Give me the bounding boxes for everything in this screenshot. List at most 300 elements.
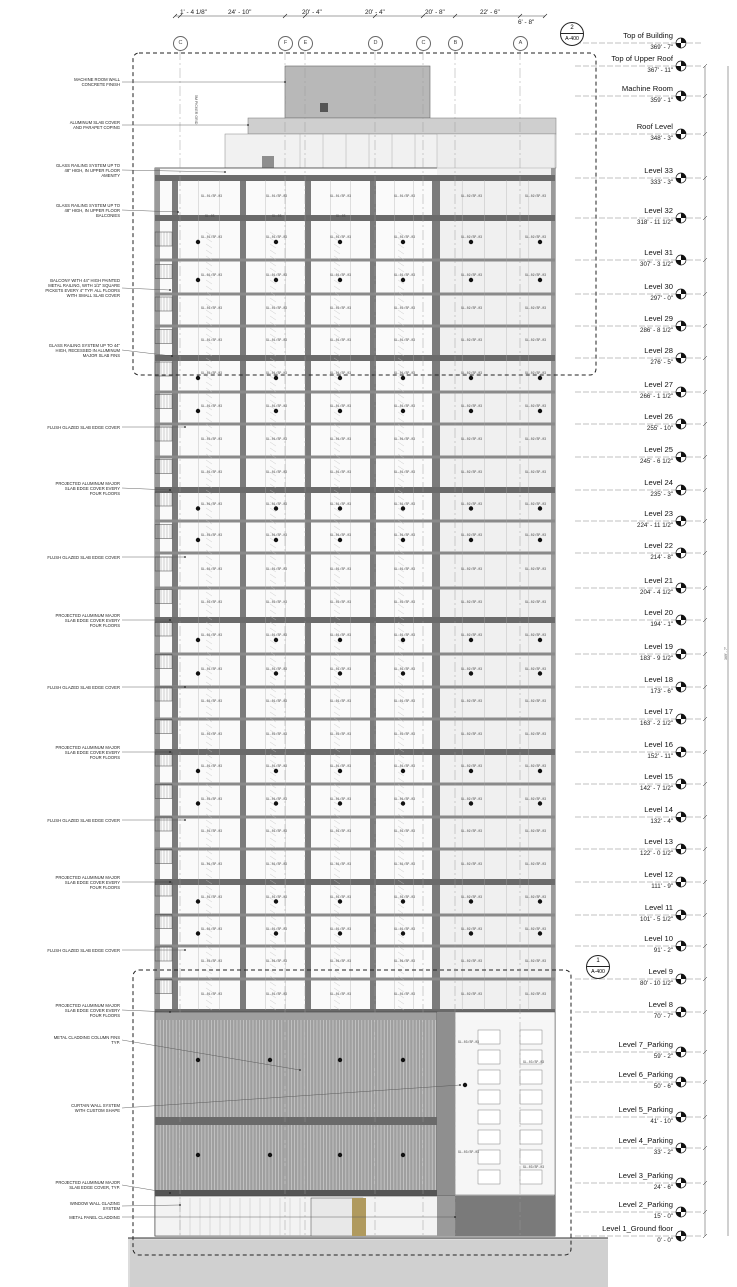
- level-marker-fill: [681, 255, 686, 260]
- annotation-note: MACHINE ROOM WALL CONCRETE FINISH: [74, 77, 120, 87]
- leader-dot: [184, 686, 186, 688]
- facade-dot-marker: [196, 671, 200, 675]
- leader-dot: [284, 81, 286, 83]
- parapet-coping: [248, 118, 556, 134]
- parking-slab-band: [155, 1190, 437, 1196]
- glazing-tag: GL-02/SP-03: [461, 273, 483, 277]
- glazing-tag: GL-01/SP-03: [266, 861, 288, 866]
- level-marker-fill: [676, 521, 681, 526]
- parking-podium-cladding: [155, 1012, 437, 1195]
- parking-window-unit: [520, 1170, 542, 1184]
- level-elevation: 276' - 5": [650, 359, 673, 366]
- facade-dot-marker: [469, 240, 473, 244]
- glazing-tag: GL-02/SP-03: [525, 338, 547, 342]
- level-elevation: 142' - 7 1/2": [640, 785, 673, 792]
- glazing-tag: GL-01/SP-03: [330, 436, 352, 441]
- glazing-tag: GL-01/SP-03: [394, 501, 416, 506]
- glazing-tag: GL-01/SP-03: [201, 235, 223, 239]
- level-marker-fill: [676, 979, 681, 984]
- glazing-tag: GL-01/SP-03: [330, 194, 352, 198]
- annotation-note: FLUSH GLAZED SLAB EDGE COVER: [47, 817, 120, 823]
- level-marker-fill: [676, 1082, 681, 1087]
- level-marker-fill: [676, 946, 681, 951]
- facade-dot-marker: [338, 801, 342, 805]
- facade-dot-marker: [401, 1058, 405, 1062]
- level-name: Level 3_Parking: [618, 1171, 673, 1180]
- glazing-tag: GL-01/SP-03: [201, 894, 223, 899]
- glazing-tag: GL-01/SP-03: [266, 469, 288, 474]
- glazing-tag: GL-02/SP-03: [461, 566, 483, 571]
- level-elevation: 132' - 4": [650, 818, 673, 825]
- glazing-tag: GL-02/SP-03: [525, 566, 547, 571]
- level-marker-fill: [681, 779, 686, 784]
- floor-slab-edge: [155, 391, 555, 394]
- level-name: Level 32: [644, 206, 673, 215]
- glazing-tag: GL-02/SP-03: [525, 796, 547, 801]
- glazing-tag: GL-01/SP-03: [201, 991, 223, 996]
- level-marker-fill: [676, 1012, 681, 1017]
- level-marker-fill: [681, 129, 686, 134]
- glazing-tag: GL-01/SP-03: [394, 829, 416, 833]
- ground-pier: [437, 1196, 455, 1236]
- facade-dot-marker: [469, 506, 473, 510]
- glazing-tag: GL-02/SP-03: [525, 194, 547, 198]
- callout-number: 2: [561, 23, 583, 34]
- glazing-tag: GL-01/SP-03: [330, 306, 352, 310]
- level-marker-fill: [681, 1231, 686, 1236]
- grid-dimension-label: 22' - 6": [480, 9, 500, 16]
- floor-slab-edge: [155, 816, 555, 819]
- level-elevation: 297' - 0": [650, 295, 673, 302]
- glazing-tag-balcony: GL-05: [272, 214, 282, 218]
- floor-slab-edge: [155, 653, 555, 656]
- glazing-tag: GL-01/SP-03: [330, 501, 352, 506]
- glazing-tag: GL-01/SP-03: [201, 666, 223, 671]
- level-name: Level 18: [644, 675, 673, 684]
- level-name: Level 16: [644, 740, 673, 749]
- glazing-tag: GL-01/SP-03: [201, 501, 223, 506]
- level-name: Level 11: [644, 903, 673, 912]
- parking-window-unit: [478, 1130, 500, 1144]
- glazing-tag: GL-02/SP-03: [525, 958, 547, 963]
- level-elevation: 359' - 1": [650, 97, 673, 104]
- level-marker-fill: [676, 457, 681, 462]
- level-marker-fill: [681, 649, 686, 654]
- level-elevation: 318' - 11 1/2": [637, 219, 673, 226]
- facade-dot-marker: [196, 278, 200, 282]
- annotation-note: PROJECTED ALUMINUM MAJOR SLAB EDGE COVER EVERY FOUR FLOORS: [55, 1002, 120, 1018]
- glazing-tag: GL-02/SP-03: [461, 469, 483, 474]
- glazing-tag: GL-01/SP-03: [266, 235, 288, 239]
- level-marker-fill: [681, 747, 686, 752]
- parking-window-unit: [520, 1030, 542, 1044]
- parking-slab-band: [155, 1117, 437, 1125]
- glazing-tag: GL-02/SP-03: [461, 796, 483, 801]
- glazing-tag: GL-01/SP-03: [201, 633, 223, 637]
- glazing-tag: GL-02/SP-03: [461, 501, 483, 506]
- callout-number: 1: [587, 956, 609, 967]
- glazing-tag: GL-02/SP-03: [461, 404, 483, 408]
- floor-slab-edge: [155, 718, 555, 721]
- facade-dot-marker: [538, 638, 542, 642]
- level-marker-fill: [676, 134, 681, 139]
- level-marker-fill: [676, 620, 681, 625]
- glazing-tag: GL-01/SP-03: [201, 926, 223, 931]
- floor-slab-edge: [155, 848, 555, 851]
- level-name: Level 26: [644, 412, 673, 421]
- level-name: Level 33: [644, 166, 673, 175]
- level-name: Level 25: [644, 445, 673, 454]
- glazing-tag: GL-01/SP-03: [330, 600, 352, 604]
- glazing-tag: GL-01/SP-03: [330, 273, 352, 277]
- facade-dot-marker: [401, 278, 405, 282]
- level-elevation: 122' - 0 1/2": [640, 850, 673, 857]
- facade-dot-marker: [401, 671, 405, 675]
- facade-dot-marker: [268, 1058, 272, 1062]
- glazing-tag: GL-02/SP-03: [461, 338, 483, 342]
- level-marker-fill: [681, 516, 686, 521]
- parking-window-unit: [520, 1130, 542, 1144]
- glazing-tag: GL-01/SP-03: [394, 600, 416, 604]
- floor-slab-edge: [155, 259, 555, 262]
- level-elevation: 224' - 11 1/2": [637, 522, 673, 529]
- level-elevation: 15' - 0": [653, 1213, 673, 1220]
- level-marker-fill: [676, 654, 681, 659]
- level-marker-fill: [676, 687, 681, 692]
- level-elevation: 367' - 11": [647, 67, 673, 74]
- overall-height-label: 369' - 7": [724, 646, 728, 660]
- grid-dimension-label: 6' - 8": [518, 19, 535, 26]
- facade-dot-marker: [196, 899, 200, 903]
- level-elevation: 152' - 11": [647, 753, 673, 760]
- glazing-tag: GL-01/SP-03: [330, 894, 352, 899]
- parking-window-unit: [478, 1170, 500, 1184]
- level-elevation: 0' - 0": [657, 1237, 673, 1244]
- level-marker-fill: [676, 915, 681, 920]
- level-marker-fill: [681, 1047, 686, 1052]
- glazing-tag: GL-02/SP-03: [525, 533, 547, 537]
- floor-slab-edge: [155, 914, 555, 917]
- glazing-tag: GL-01/SP-03: [266, 731, 288, 736]
- facade-dot-marker: [196, 240, 200, 244]
- metal-panel-cladding: [455, 1196, 555, 1236]
- level-marker-fill: [676, 178, 681, 183]
- floor-slab-edge: [155, 423, 555, 426]
- facade-dot-marker: [338, 538, 342, 542]
- glazing-tag: GL-01/SP-03: [201, 796, 223, 801]
- glazing-tag-parking: GL-03/SP-03: [458, 1150, 480, 1154]
- glazing-tag: GL-01/SP-03: [330, 991, 352, 996]
- facade-dot-marker: [401, 1153, 405, 1157]
- level-elevation: 59' - 2": [653, 1053, 673, 1060]
- glazing-tag: GL-01/SP-03: [201, 600, 223, 604]
- level-marker-fill: [676, 1117, 681, 1122]
- glazing-tag: GL-01/SP-03: [394, 926, 416, 931]
- leader-dot: [169, 881, 171, 883]
- level-name: Level 6_Parking: [618, 1070, 673, 1079]
- glazing-tag: GL-02/SP-03: [525, 633, 547, 637]
- parking-window-unit: [478, 1050, 500, 1064]
- facade-dot-marker: [538, 801, 542, 805]
- annotation-note: PROJECTED ALUMINUM MAJOR SLAB EDGE COVER EVERY FOUR FLOORS: [55, 612, 120, 628]
- level-marker-fill: [676, 1236, 681, 1241]
- facade-dot-marker: [274, 278, 278, 282]
- glazing-tag: GL-01/SP-03: [394, 338, 416, 342]
- level-name: Level 21: [644, 576, 673, 585]
- facade-dot-marker: [196, 638, 200, 642]
- level-marker-fill: [676, 553, 681, 558]
- glazing-tag: GL-02/SP-03: [461, 666, 483, 671]
- level-marker-fill: [681, 548, 686, 553]
- grid-dimension-label: 20' - 8": [425, 9, 445, 16]
- glazing-tag: GL-01/SP-03: [330, 469, 352, 474]
- glazing-tag-balcony: GL-05: [205, 214, 215, 218]
- glazing-tag: GL-01/SP-03: [394, 194, 416, 198]
- facade-dot-marker: [338, 240, 342, 244]
- glazing-tag: GL-01/SP-03: [266, 306, 288, 310]
- glazing-tag: GL-01/SP-03: [330, 731, 352, 736]
- grid-bubble-6: A: [513, 36, 528, 51]
- glazing-tag: GL-02/SP-03: [525, 371, 547, 375]
- level-marker-fill: [681, 1077, 686, 1082]
- machine-room-vent: [320, 103, 328, 112]
- level-elevation: 333' - 3": [650, 179, 673, 186]
- leader-dot: [184, 819, 186, 821]
- level-marker-fill: [681, 615, 686, 620]
- level-elevation: 348' - 3": [650, 135, 673, 142]
- ground-fill: [130, 1240, 608, 1287]
- level-name: Level 17: [644, 707, 673, 716]
- glazing-tag: GL-01/SP-03: [330, 958, 352, 963]
- level-marker-fill: [681, 583, 686, 588]
- glazing-tag: GL-01/SP-03: [201, 469, 223, 474]
- level-elevation: 173' - 6": [650, 688, 673, 695]
- facade-dot-marker: [469, 671, 473, 675]
- glazing-tag: GL-01/SP-03: [266, 338, 288, 342]
- glazing-tag: GL-02/SP-03: [525, 699, 547, 703]
- level-marker-fill: [676, 218, 681, 223]
- facade-dot-marker: [401, 931, 405, 935]
- facade-dot-marker: [401, 769, 405, 773]
- glazing-tag: GL-01/SP-03: [266, 566, 288, 571]
- leader-dot: [459, 1084, 461, 1086]
- facade-dot-marker: [469, 409, 473, 413]
- level-elevation: 235' - 3": [650, 491, 673, 498]
- level-marker-fill: [676, 358, 681, 363]
- level-marker-fill: [681, 1178, 686, 1183]
- level-marker-fill: [676, 784, 681, 789]
- level-marker-fill: [676, 66, 681, 71]
- glazing-tag: GL-02/SP-03: [461, 633, 483, 637]
- floor-slab-edge: [155, 783, 555, 786]
- level-marker-fill: [681, 91, 686, 96]
- glazing-tag: GL-01/SP-03: [394, 796, 416, 801]
- leader-dot: [299, 1069, 301, 1071]
- floor-slab-edge: [155, 325, 555, 328]
- level-marker-fill: [681, 485, 686, 490]
- facade-dot-marker: [338, 769, 342, 773]
- glazing-tag: GL-02/SP-03: [461, 764, 483, 768]
- level-name: Level 12: [644, 870, 673, 879]
- level-marker-fill: [681, 1143, 686, 1148]
- level-marker-fill: [681, 714, 686, 719]
- annotation-note: METAL PANEL CLADDING: [69, 1214, 120, 1220]
- facade-dot-marker: [538, 538, 542, 542]
- glazing-tag: GL-01/SP-03: [266, 764, 288, 768]
- glazing-tag: GL-02/SP-03: [525, 829, 547, 833]
- level-marker-fill: [676, 752, 681, 757]
- level-marker-fill: [681, 974, 686, 979]
- level-marker-fill: [676, 849, 681, 854]
- level-elevation: 286' - 8 1/2": [640, 327, 673, 334]
- level-name: Level 2_Parking: [618, 1200, 673, 1209]
- level-marker-fill: [676, 326, 681, 331]
- level-name: Level 22: [644, 541, 673, 550]
- level-marker-fill: [681, 321, 686, 326]
- glazing-tag: GL-02/SP-03: [461, 894, 483, 899]
- glazing-tag: GL-02/SP-03: [461, 699, 483, 703]
- grid-bubble-2: E: [298, 36, 313, 51]
- parking-window-unit: [520, 1110, 542, 1124]
- glazing-tag: GL-01/SP-03: [330, 861, 352, 866]
- floor-slab-edge: [155, 487, 555, 493]
- grid-bubble-1: F: [278, 36, 293, 51]
- parking-window-unit: [478, 1110, 500, 1124]
- glazing-tag: GL-01/SP-03: [266, 796, 288, 801]
- level-marker-fill: [676, 1052, 681, 1057]
- level-elevation: 204' - 4 1/2": [640, 589, 673, 596]
- level-marker-fill: [681, 877, 686, 882]
- facade-dot-marker: [338, 1058, 342, 1062]
- level-marker-fill: [681, 941, 686, 946]
- level-elevation: 183' - 9 1/2": [640, 655, 673, 662]
- grid-dimension-label: 1' - 4 1/8": [180, 9, 207, 16]
- facade-dot-marker: [338, 931, 342, 935]
- glazing-tag: GL-01/SP-03: [266, 829, 288, 833]
- leader-dot: [169, 1192, 171, 1194]
- grid-dimension-label: 24' - 10": [228, 9, 252, 16]
- level-elevation: 214' - 8": [650, 554, 673, 561]
- facade-dot-marker: [338, 376, 342, 380]
- glazing-tag: GL-02/SP-03: [525, 764, 547, 768]
- floor-slab-edge: [155, 520, 555, 523]
- floor-slab-edge: [155, 215, 555, 221]
- facade-dot-marker: [338, 278, 342, 282]
- facade-dot-marker: [274, 769, 278, 773]
- level-name: Level 5_Parking: [618, 1105, 673, 1114]
- glazing-tag: GL-01/SP-03: [266, 926, 288, 931]
- facade-dot-marker: [538, 240, 542, 244]
- parking-window-unit: [478, 1090, 500, 1104]
- level-marker-fill: [676, 588, 681, 593]
- facade-dot-marker: [538, 671, 542, 675]
- glazing-tag: GL-01/SP-03: [201, 958, 223, 963]
- annotation-note: FLUSH GLAZED SLAB EDGE COVER: [47, 424, 120, 430]
- annotation-note: FLUSH GLAZED SLAB EDGE COVER: [47, 554, 120, 560]
- level-marker-fill: [681, 1007, 686, 1012]
- glazing-tag: GL-01/SP-03: [201, 306, 223, 310]
- facade-dot-marker: [274, 671, 278, 675]
- glazing-tag: GL-01/SP-03: [330, 666, 352, 671]
- leader-dot: [224, 171, 226, 173]
- facade-dot-marker: [401, 899, 405, 903]
- glazing-tag: GL-02/SP-03: [525, 991, 547, 996]
- floor-slab-edge: [155, 552, 555, 555]
- facade-dot-marker: [196, 801, 200, 805]
- level-marker-fill: [681, 844, 686, 849]
- glazing-tag: GL-02/SP-03: [461, 861, 483, 866]
- glazing-tag: GL-02/SP-03: [461, 958, 483, 963]
- glazing-tag: GL-01/SP-03: [330, 566, 352, 571]
- glazing-tag-parking: GL-03/SP-03: [458, 1040, 480, 1044]
- glazing-tag: GL-02/SP-03: [525, 436, 547, 441]
- glazing-tag: GL-01/SP-03: [394, 371, 416, 375]
- glazing-tag: GL-02/SP-03: [525, 501, 547, 506]
- facade-dot-marker: [538, 931, 542, 935]
- facade-dot-marker: [268, 1153, 272, 1157]
- glazing-tag: GL-02/SP-03: [525, 469, 547, 474]
- level-marker-fill: [681, 682, 686, 687]
- parking-window-unit: [478, 1070, 500, 1084]
- level-elevation: 41' - 10": [650, 1118, 673, 1125]
- annotation-note: GLASS RAILING SYSTEM UP TO 44" HIGH, RECESSED IN ALUMINUM MAJOR SLAB FINS: [48, 342, 120, 358]
- glazing-tag: GL-01/SP-03: [394, 235, 416, 239]
- level-marker-fill: [681, 353, 686, 358]
- glazing-tag: GL-01/SP-03: [266, 699, 288, 703]
- level-name: Level 10: [644, 934, 673, 943]
- facade-dot-marker: [338, 506, 342, 510]
- floor-slab-edge: [155, 978, 555, 981]
- leader-dot: [247, 124, 249, 126]
- facade-dot-marker: [338, 1153, 342, 1157]
- level-marker-fill: [676, 294, 681, 299]
- glazing-tag: GL-02/SP-03: [461, 371, 483, 375]
- facade-dot-marker: [196, 409, 200, 413]
- floor-slab-edge: [155, 175, 555, 181]
- leader-dot: [177, 211, 179, 213]
- grid-bubble-4: C: [416, 36, 431, 51]
- facade-dot-marker: [401, 376, 405, 380]
- level-name: Level 29: [644, 314, 673, 323]
- glazing-tag: GL-01/SP-03: [330, 633, 352, 637]
- glazing-tag: GL-01/SP-03: [330, 926, 352, 931]
- parking-window-unit: [520, 1070, 542, 1084]
- level-marker-fill: [676, 43, 681, 48]
- facade-dot-marker: [196, 931, 200, 935]
- level-elevation: 111' - 9": [651, 883, 673, 890]
- glazing-tag: GL-01/SP-03: [201, 338, 223, 342]
- glazing-tag: GL-02/SP-03: [461, 926, 483, 931]
- glazing-tag: GL-01/SP-03: [330, 796, 352, 801]
- leader-dot: [184, 556, 186, 558]
- level-name: Level 15: [644, 772, 673, 781]
- level-marker-fill: [681, 1207, 686, 1212]
- leader-dot: [179, 1204, 181, 1206]
- glazing-tag: GL-02/SP-03: [525, 861, 547, 866]
- level-elevation: 24' - 6": [653, 1184, 673, 1191]
- level-marker-fill: [681, 213, 686, 218]
- grid-bubble-3: D: [368, 36, 383, 51]
- facade-dot-marker: [196, 1153, 200, 1157]
- glazing-tag: GL-01/SP-03: [266, 533, 288, 537]
- facade-dot-marker: [469, 538, 473, 542]
- level-elevation: 266' - 1 1/2": [640, 393, 673, 400]
- facade-dot-marker: [469, 769, 473, 773]
- leader-dot: [169, 1011, 171, 1013]
- annotation-note: FLUSH GLAZED SLAB EDGE COVER: [47, 947, 120, 953]
- level-marker-fill: [681, 289, 686, 294]
- facade-dot-marker: [538, 409, 542, 413]
